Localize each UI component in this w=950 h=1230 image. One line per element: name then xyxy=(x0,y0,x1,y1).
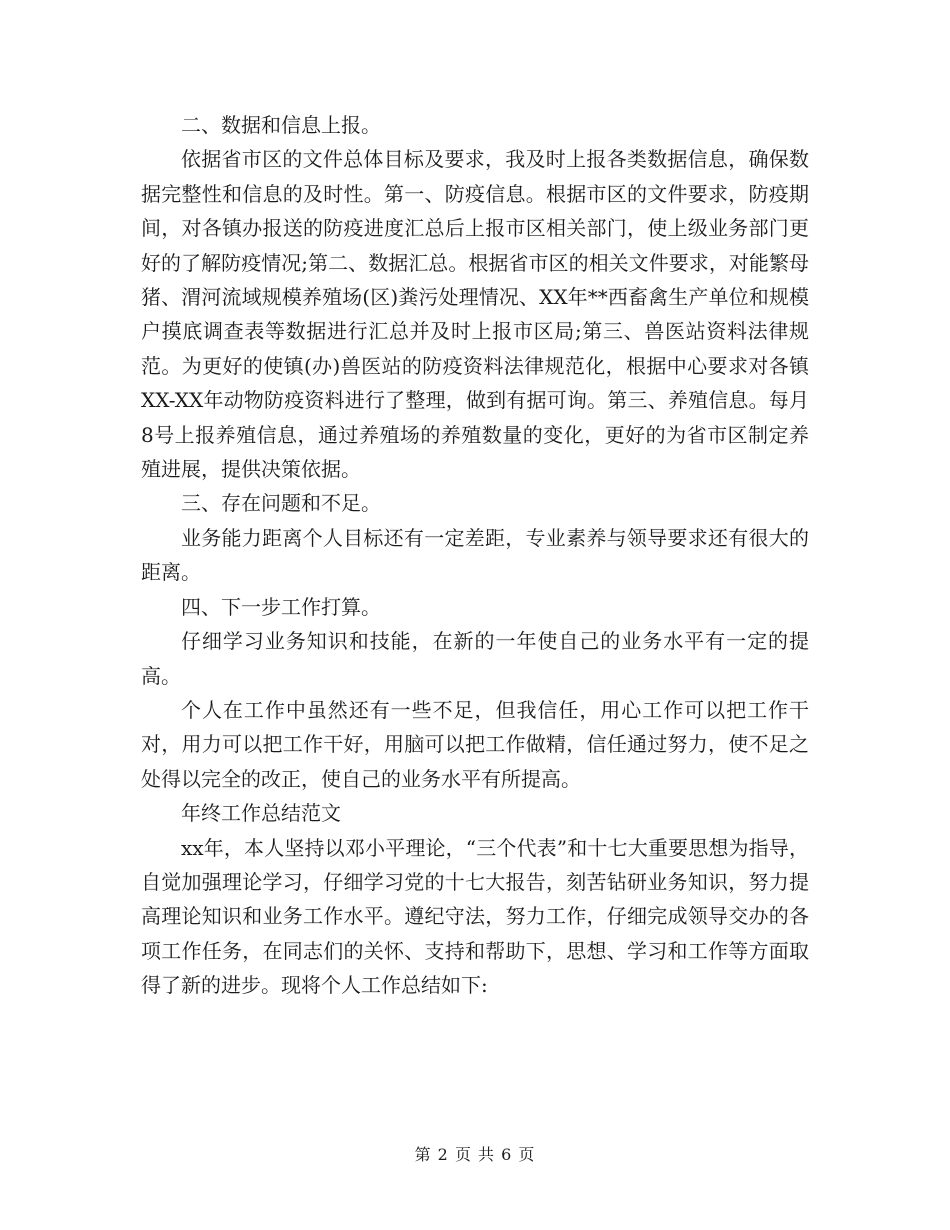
section-heading-problems: 三、存在问题和不足。 xyxy=(181,491,381,516)
section-heading-data-reporting: 二、数据和信息上报。 xyxy=(181,113,381,137)
paragraph-intro: xx年，本人坚持以邓小平理论，“三个代表”和十七大重要思想为指导，自觉加强理论学习，仔细学习党的十七大报告，刻苦钻研业务知识，努力提高理论知识和业务工作水平。遵纪守法，努力工作，仔细完成领导交办的各项工作任务，在同志们的关怀、支持和帮助下，思想、学习和工作等方面取得了新的进步。现将个人工作总结如下: xyxy=(141,835,809,998)
paragraph-next-steps: 仔细学习业务知识和技能，在新的一年使自己的业务水平有一定的提高。 xyxy=(141,629,809,688)
page-footer xyxy=(0,1144,950,1166)
document-body xyxy=(141,108,809,1003)
paragraph-problems: 业务能力距离个人目标还有一定差距，专业素养与领导要求还有很大的距离。 xyxy=(141,525,809,585)
page-number-label: 第 2 页 共 6 页 xyxy=(414,1145,536,1164)
article-title: 年终工作总结范文 xyxy=(181,801,341,826)
section-heading-next-steps: 四、下一步工作打算。 xyxy=(181,594,381,619)
paragraph-conclusion: 个人在工作中虽然还有一些不足，但我信任，用心工作可以把工作干对，用力可以把工作干好，用脑可以把工作做精，信任通过努力，使不足之处得以完全的改正，使自己的业务水平有所提高。 xyxy=(141,697,809,791)
paragraph-data-reporting: 依据省市区的文件总体目标及要求，我及时上报各类数据信息，确保数据完整性和信息的及时性。第一、防疫信息。根据市区的文件要求，防疫期间，对各镇办报送的防疫进度汇总后上报市区相关部门，使上级业务部门更好的了解防疫情况;第二、数据汇总。根据省市区的相关文件要求，对能繁母猪、渭河流域规模养殖场(区)粪污处理情况、XX年**西畜禽生产单位和规模户摸底调查表等数据进行汇总并及时上报市区局;第三、兽医站资料法律规范。为更好的使镇(办)兽医站的防疫资料法律规范化，根据中心要求对各镇XX-XX年动物防疫资料进行了整理，做到有据可询。第三、养殖信息。每月8号上报养殖信息，通过养殖场的养殖数量的变化，更好的为省市区制定养殖进展，提供决策依据。 xyxy=(141,147,809,482)
